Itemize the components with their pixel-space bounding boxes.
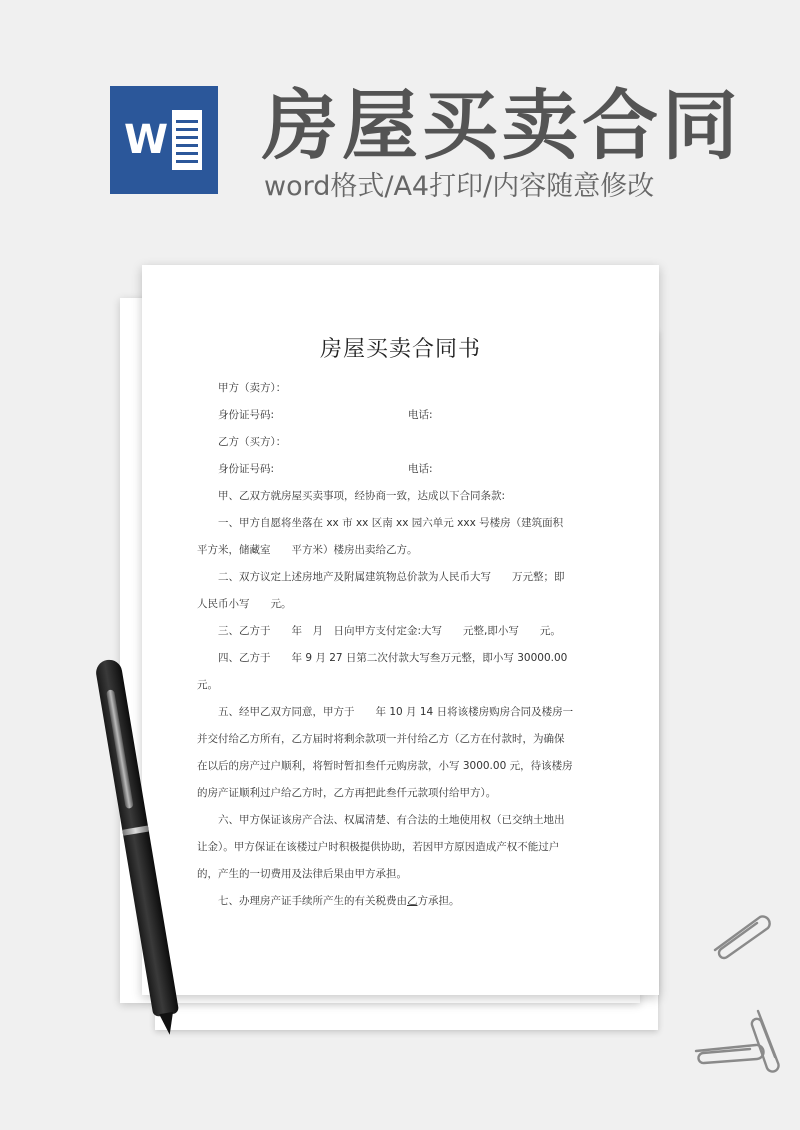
word-logo-letter: W <box>124 117 169 163</box>
clause-4-text-2: 元。 <box>197 679 218 691</box>
clause-5-line-4 <box>197 780 590 807</box>
clause-6-text-3: 的，产生的一切费用及法律后果由甲方承担。 <box>197 868 407 880</box>
clause-6-line-1 <box>197 807 590 834</box>
clause-7-suffix: 方承担。 <box>417 895 460 907</box>
clause-7-prefix: 七、办理房产证手续所产生的有关税费由 <box>218 895 407 907</box>
clause-1-text-1: 一、甲方自愿将坐落在 xx 市 xx 区南 xx 园六单元 xxx 号楼房（建筑面积 <box>218 517 564 529</box>
word-logo-lines <box>172 110 202 170</box>
document-body <box>197 375 590 915</box>
id-a-label: 身份证号码: <box>218 409 275 421</box>
clause-5-text-4: 的房产证顺利过户给乙方时，乙方再把此叁仟元款项付给甲方）。 <box>197 787 497 799</box>
clause-6-line-3 <box>197 861 590 888</box>
document-page <box>142 265 659 995</box>
phone-a-label: 电话: <box>408 409 433 421</box>
id-b-line <box>218 456 590 483</box>
clause-2-line-1 <box>197 564 590 591</box>
clause-5-line-1 <box>197 699 590 726</box>
intro-text: 甲、乙双方就房屋买卖事项，经协商一致，达成以下合同条款: <box>218 490 506 502</box>
clause-2-text-2: 人民币小写 元。 <box>197 598 292 610</box>
clause-5-line-3 <box>197 753 590 780</box>
clause-5-text-3: 在以后的房产过户顺利，将暂时暂扣叁仟元购房款，小写 3000.00 元，待该楼房 <box>197 760 573 772</box>
intro-line <box>218 483 590 510</box>
word-logo-icon <box>110 86 218 194</box>
clause-7-line-1 <box>197 888 590 915</box>
clause-3-line-1 <box>197 618 590 645</box>
clause-3-text-1: 三、乙方于 年 月 日向甲方支付定金:大写 元整,即小写 元。 <box>218 625 561 637</box>
clause-6-line-2 <box>197 834 590 861</box>
clause-2-text-1: 二、双方议定上述房地产及附属建筑物总价款为人民币大写 万元整；即 <box>218 571 565 583</box>
party-b-label: 乙方（买方）： <box>218 436 287 448</box>
clause-1-line-2 <box>197 537 590 564</box>
clause-7-party: 乙 <box>407 895 418 907</box>
phone-b-label: 电话: <box>408 463 433 475</box>
page-subtitle: word格式/A4打印/内容随意修改 <box>264 171 655 202</box>
clause-2-line-2 <box>197 591 590 618</box>
clause-5-line-2 <box>197 726 590 753</box>
paperclip-icon <box>748 1005 788 1075</box>
pen-tip <box>159 1012 176 1036</box>
document-title: 房屋买卖合同书 <box>319 337 481 362</box>
clause-4-line-2 <box>197 672 590 699</box>
party-a-label: 甲方（卖方）： <box>218 382 287 394</box>
clause-1-text-2: 平方米，储藏室 平方米）楼房出卖给乙方。 <box>197 544 418 556</box>
paperclip-icon <box>705 905 775 960</box>
id-b-label: 身份证号码: <box>218 463 275 475</box>
party-b-line <box>218 429 590 456</box>
page-title: 房屋买卖合同 <box>262 81 742 170</box>
party-a-line <box>218 375 590 402</box>
clause-5-text-1: 五、经甲乙双方同意，甲方于 年 10 月 14 日将该楼房购房合同及楼房一 <box>218 706 574 718</box>
clause-6-text-2: 让金）。甲方保证在该楼过户时积极提供协助，若因甲方原因造成产权不能过户 <box>197 841 560 853</box>
clause-1-line-1 <box>197 510 590 537</box>
clause-5-text-2: 并交付给乙方所有，乙方届时将剩余款项一并付给乙方（乙方在付款时，为确保 <box>197 733 565 745</box>
clause-4-text-1: 四、乙方于 年 9 月 27 日第二次付款大写叁万元整，即小写 30000.00 <box>218 652 568 664</box>
clause-4-line-1 <box>197 645 590 672</box>
id-a-line <box>218 402 590 429</box>
clause-6-text-1: 六、甲方保证该房产合法、权属清楚、有合法的土地使用权（已交纳土地出 <box>218 814 565 826</box>
